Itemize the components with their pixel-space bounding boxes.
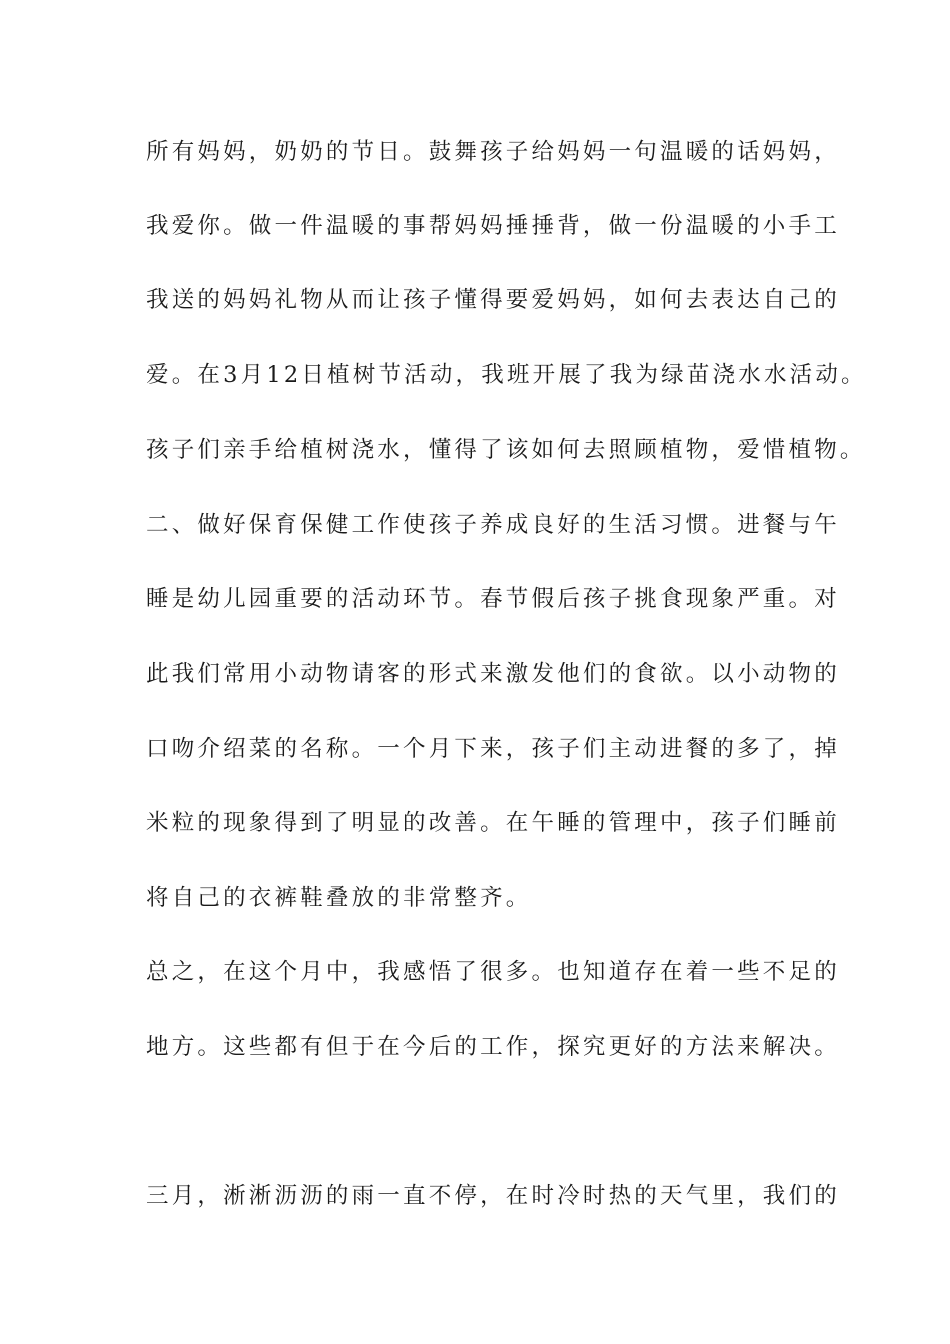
text-line-6: 二、做好保育保健工作使孩子养成良好的生活习惯。进餐与午: [146, 512, 840, 538]
text-line-1: 所有妈妈，奶奶的节日。鼓舞孩子给妈妈一句温暖的话妈妈，: [146, 139, 840, 165]
text-line-11: 将自己的衣裤鞋叠放的非常整齐。: [146, 885, 532, 911]
text-line-8: 此我们常用小动物请客的形式来激发他们的食欲。以小动物的: [146, 661, 840, 687]
text-line-5: 孩子们亲手给植树浇水，懂得了该如何去照顾植物，爱惜植物。: [146, 437, 866, 463]
text-line-4: 爱。在3月12日植树节活动，我班开展了我为绿苗浇水水活动。: [146, 362, 867, 388]
text-line-7: 睡是幼儿园重要的活动环节。春节假后孩子挑食现象严重。对: [146, 586, 840, 612]
text-line-2: 我爱你。做一件温暖的事帮妈妈捶捶背，做一份温暖的小手工: [146, 213, 840, 239]
text-line-14: 三月，淅淅沥沥的雨一直不停，在时冷时热的天气里，我们的: [146, 1183, 840, 1209]
text-line-10: 米粒的现象得到了明显的改善。在午睡的管理中，孩子们睡前: [146, 810, 840, 836]
text-line-3: 我送的妈妈礼物从而让孩子懂得要爱妈妈，如何去表达自己的: [146, 287, 840, 313]
text-line-9: 口吻介绍菜的名称。一个月下来，孩子们主动进餐的多了，掉: [146, 736, 840, 762]
text-line-12: 总之，在这个月中，我感悟了很多。也知道存在着一些不足的: [146, 959, 840, 985]
text-line-13: 地方。这些都有但于在今后的工作，探究更好的方法来解决。: [146, 1034, 840, 1060]
